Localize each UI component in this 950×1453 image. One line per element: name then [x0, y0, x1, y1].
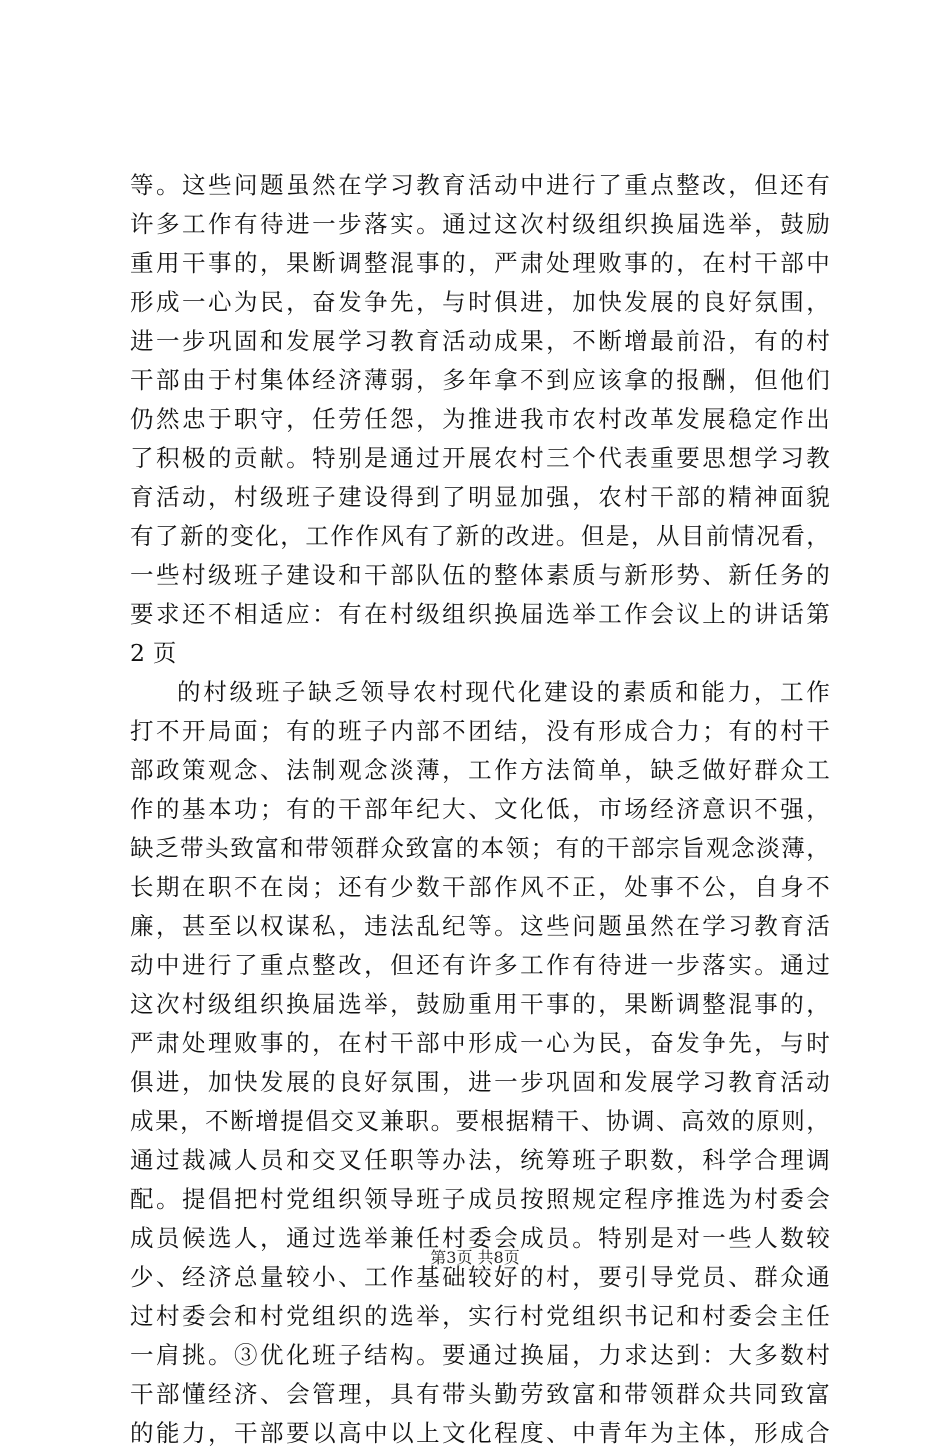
- text-line: 通过裁减人员和交叉任职等办法，统筹班子职数，科学合理调: [130, 1146, 830, 1174]
- text-line: 仍然忠于职守，任劳任怨，为推进我市农村改革发展稳定作出: [130, 405, 830, 433]
- text-line: 重用干事的，果断调整混事的，严肃处理败事的，在村干部中: [130, 249, 830, 277]
- text-line: 干部由于村集体经济薄弱，多年拿不到应该拿的报酬，但他们: [130, 366, 830, 394]
- text-line: 进一步巩固和发展学习教育活动成果，不断增最前沿，有的村: [130, 327, 830, 355]
- text-line: 干部懂经济、会管理，具有带头勤劳致富和带领群众共同致富: [130, 1380, 830, 1408]
- text-line: 成员候选人，通过选举兼任村委会成员。特别是对一些人数较: [130, 1224, 830, 1252]
- text-line: 作的基本功；有的干部年纪大、文化低，市场经济意识不强，: [130, 795, 830, 823]
- text-line: 许多工作有待进一步落实。通过这次村级组织换届选举，鼓励: [130, 210, 830, 238]
- text-line: 部政策观念、法制观念淡薄，工作方法简单，缺乏做好群众工: [130, 756, 830, 784]
- paragraph-first-line: 的村级班子缺乏领导农村现代化建设的素质和能力，工作: [177, 678, 830, 706]
- text-line: 一肩挑。③优化班子结构。要通过换届，力求达到：大多数村: [130, 1341, 830, 1369]
- text-line: 廉，甚至以权谋私，违法乱纪等。这些问题虽然在学习教育活: [130, 912, 830, 940]
- page-footer: 第3页 共8页: [430, 1248, 520, 1267]
- text-line: 这次村级组织换届选举，鼓励重用干事的，果断调整混事的，: [130, 990, 830, 1018]
- text-line: 等。这些问题虽然在学习教育活动中进行了重点整改，但还有: [130, 171, 830, 199]
- text-line: 育活动，村级班子建设得到了明显加强，农村干部的精神面貌: [130, 483, 830, 511]
- text-line: 打不开局面；有的班子内部不团结，没有形成合力；有的村干: [130, 717, 830, 745]
- text-line: 过村委会和村党组织的选举，实行村党组织书记和村委会主任: [130, 1302, 830, 1330]
- text-line: 形成一心为民，奋发争先，与时俱进，加快发展的良好氛围，: [130, 288, 830, 316]
- text-line: 缺乏带头致富和带领群众致富的本领；有的干部宗旨观念淡薄，: [130, 834, 830, 862]
- text-line: 少、经济总量较小、工作基础较好的村，要引导党员、群众通: [130, 1263, 830, 1291]
- text-line: 严肃处理败事的，在村干部中形成一心为民，奋发争先，与时: [130, 1029, 830, 1057]
- text-line: 的能力，干部要以高中以上文化程度、中青年为主体，形成合: [130, 1419, 830, 1447]
- text-line: 了积极的贡献。特别是通过开展农村三个代表重要思想学习教: [130, 444, 830, 472]
- text-line: 俱进，加快发展的良好氛围，进一步巩固和发展学习教育活动: [130, 1068, 830, 1096]
- text-line: 有了新的变化，工作作风有了新的改进。但是，从目前情况看，: [130, 522, 830, 550]
- text-line: 配。提倡把村党组织领导班子成员按照规定程序推选为村委会: [130, 1185, 830, 1213]
- text-line: 长期在职不在岗；还有少数干部作风不正，处事不公，自身不: [130, 873, 830, 901]
- text-line: 成果，不断增提倡交叉兼职。要根据精干、协调、高效的原则，: [130, 1107, 830, 1135]
- text-line: 动中进行了重点整改，但还有许多工作有待进一步落实。通过: [130, 951, 830, 979]
- text-line: 一些村级班子建设和干部队伍的整体素质与新形势、新任务的: [130, 561, 830, 589]
- page-marker-line: 2 页: [130, 639, 177, 667]
- text-line: 要求还不相适应：有在村级组织换届选举工作会议上的讲话第: [130, 600, 830, 628]
